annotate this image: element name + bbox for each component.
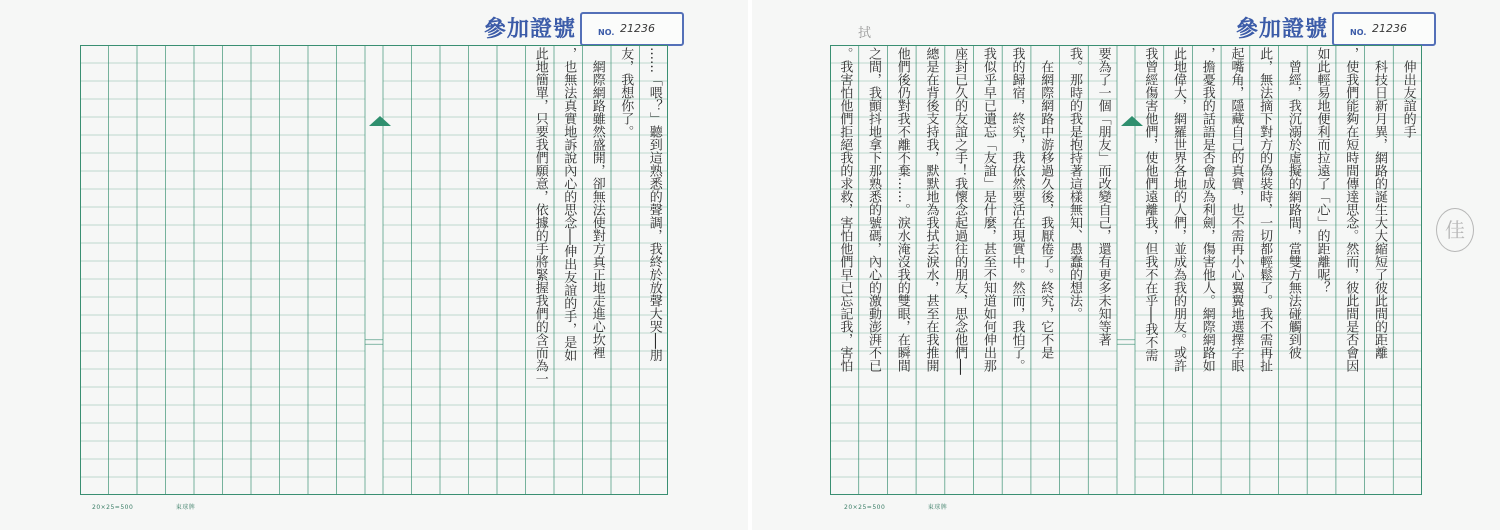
grid-frame [831, 46, 1422, 495]
right-manuscript-page [752, 0, 1500, 530]
manuscript-grid [80, 45, 668, 495]
pencil-annotation: 拭 [858, 26, 872, 41]
text-column: 起嘴角，隱藏自己的真實，也不需再小心翼翼地選擇字眼 [1228, 47, 1244, 372]
entry-no-value: 21236 [620, 22, 655, 35]
grid-frame [81, 46, 668, 495]
text-column: ，使我們能夠在短時間傳達思念。然而，彼此間是否會因 [1343, 47, 1359, 372]
entry-no-label: NO. [1350, 28, 1367, 37]
text-column: 要為了一個「朋友」而改變自己，還有更多未知等著 [1095, 47, 1111, 346]
text-column: 網際網路雖然盛開，卻無法使對方真正地走進心坎裡 [589, 47, 605, 359]
text-column: 。我害怕他們拒絕我的求救，害怕他們早已忘記我，害怕 [837, 47, 853, 372]
paper-spec: 20×25=500 [844, 504, 886, 511]
paper-brand: 東球牌 [175, 504, 196, 511]
text-column: 此地簡單，只要我們願意，依據的手將緊握我們的含而為一 [532, 47, 548, 385]
text-column: ，擔憂我的話語是否會成為利劍，傷害他人。網際網路如 [1199, 47, 1215, 372]
text-column: ，也無法真實地訴說內心的思念──伸出友誼的手，是如 [561, 47, 577, 362]
text-column: 我的歸宿，終究，我依然要活在現實中。然而，我怕了。 [1009, 47, 1025, 372]
grade-stamp: 佳 [1436, 208, 1474, 252]
text-column: 我曾經傷害他們，使他們遠離我，但我不在乎──我不需 [1142, 47, 1158, 362]
grid-lines [830, 45, 1422, 495]
entry-number-box [1332, 12, 1436, 46]
text-column: 此地偉大，網羅世界各地的人們，並成為我的朋友。或許 [1171, 47, 1187, 372]
manuscript-grid [830, 45, 1422, 495]
paper-footer [844, 502, 947, 511]
text-column: 我。那時的我是抱持著這樣無知、愚蠢的想法。 [1066, 47, 1082, 320]
entry-no-label: NO. [598, 28, 615, 37]
text-column: 之間，我顫抖地拿下那熟悉的號碼，內心的激動澎湃不已 [866, 47, 882, 372]
text-column: ……「喂？」聽到這熟悉的聲調，我終於放聲大哭──朋 [646, 47, 662, 362]
entry-number-box [580, 12, 684, 46]
text-column: 總是在背後支持我，默默地為我拭去淚水，甚至在我推開 [923, 47, 939, 372]
grid-lines [80, 45, 668, 495]
text-column: 曾經，我沉溺於虛擬的網路間，當雙方無法碰觸到彼 [1285, 47, 1301, 359]
left-manuscript-page [0, 0, 748, 530]
text-column: 科技日新月異，網路的誕生大大縮短了彼此間的距離 [1371, 47, 1387, 359]
text-column: 我似乎早已遺忘「友誼」是什麼，甚至不知道如何伸出那 [980, 47, 996, 372]
text-column: 伸出友誼的手 [1400, 47, 1416, 138]
paper-brand: 東球牌 [927, 504, 948, 511]
text-column: 他們後仍對我不離不棄……。淚水淹沒我的雙眼，在瞬間 [894, 47, 910, 372]
entry-number-title: 參加證號 [484, 16, 577, 42]
entry-number-title: 參加證號 [1236, 16, 1329, 42]
entry-no-value: 21236 [1372, 22, 1407, 35]
text-column: 座封已久的友誼之手！我懷念起過往的朋友，思念他們── [952, 47, 968, 375]
text-column: 此，無法摘下對方的偽裝時，一切都輕鬆了。我不需再扯 [1257, 47, 1273, 372]
text-column: 友，我想你了。 [618, 47, 634, 138]
fold-marker-icon [369, 116, 391, 126]
text-column: 如此輕易地便利而拉遠了「心」的距離呢？ [1314, 47, 1330, 294]
paper-spec: 20×25=500 [92, 504, 134, 511]
paper-footer [92, 502, 195, 511]
text-column: 在網際網路中游移過久後，我厭倦了。終究，它不是 [1038, 47, 1054, 359]
